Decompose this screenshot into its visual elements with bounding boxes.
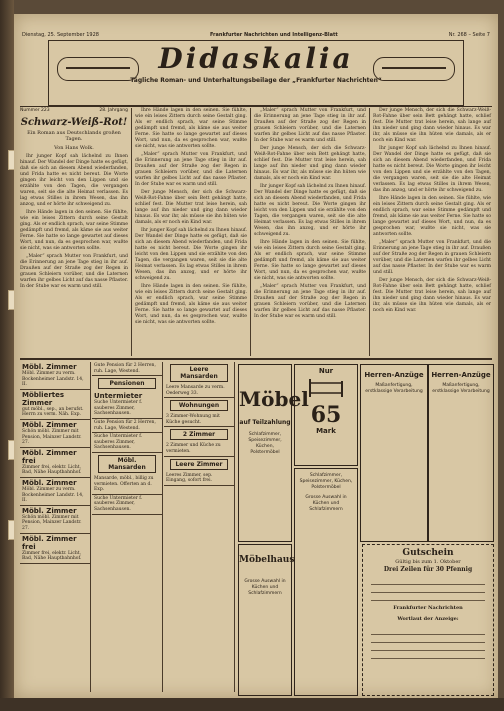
ad-price-label: Nur [318,367,334,375]
story-author: Von Hans Wolk. [54,145,94,151]
classified-ad [92,419,162,433]
story-byline: Ein Roman aus Deutschlands großen Tagen. [27,130,121,142]
header-line [22,30,490,40]
story-paragraph: Ihr junger Kopf sah lächelnd zu Ihnen hinauf. Der Wandel der Dinge hatte es gefügt, daß sie sich an diesem Abend wiederfanden, und Frida hatte es nicht bereut. Die Worte gingen ihr leicht von den Lippen und sie erzählte von den Tagen, die vergangen waren, seit sie die alte Heimat verlassen. Es lag etwas Stilles in ihrem Wesen, das ihn anzog, und er hörte ihr schweigend zu. [20,154,128,207]
classified-ad [20,478,90,506]
classified-ad [20,448,90,478]
ad-text: Suche Untermieter f. sauberes Zimmer, Sachsenhausen. [94,434,143,451]
ad-moebel-text: Schlafzimmer, Speisezimmer, Küchen, Polstermöbel [299,473,353,490]
classified-ad [92,391,162,419]
ad-price-amount: 65 [310,402,342,428]
classified-ad [164,413,234,427]
section-heading-pensionen: Pensionen [98,378,156,389]
section-heading-leere-mansarden: Leere Mansarden [170,364,228,382]
coupon-line [371,593,485,601]
ad-section-rule [20,358,492,360]
ad-heading: Möbliertes Zimmer [22,390,65,407]
ad-heading: Möbl. Zimmer frei [22,448,77,465]
classified-ad [92,475,162,495]
ad-text: Zimmer frei, elektr. Licht, Bad, Nähe Hauptbahnhof. [22,464,82,476]
coupon-offer: Drei Zeilen für 30 Pfennig [383,566,473,573]
ad-text: Gute Pension für 2 Herren, ruh. Lage, Westend. [94,363,156,374]
story-paragraph: Ihr junger Kopf sah lächelnd zu Ihnen hinauf. Der Wandel der Dinge hatte es gefügt, daß sie sich an diesem Abend wiederfanden, und Frida hatte es nicht bereut. Die Worte gingen ihr leicht von den Lippen und sie erzählte von den Tagen, die vergangen waren, seit sie die alte Heimat verlassen. Es lag etwas Stilles in ihrem Wesen, das ihn anzog, und er hörte ihr schweigend zu. [373,146,491,193]
section-heading-leere-zimmer: Leere Zimmer [170,459,228,470]
ad-moebel-title: Möbel [239,387,309,411]
ad-text: Leeres Zimmer, sep. Eingang, sofort frei. [166,472,213,484]
ad-furniture-store [294,468,358,696]
story-paragraph: Der junge Mensch, der sich die Schwarz-Weiß-Rot-Fahne über sein Bett gehängt hatte, schlief fest. Die Mutter trat leise herein, sah lange auf ihn nieder und ging dann wieder hinaus. Es war ihr, als müsse sie ihn hüten wie damals, als er noch ein Kind war. [373,108,491,143]
ad-heading: Möbl. Zimmer [22,478,77,487]
ad-moebelhaus [238,544,295,696]
column-rule [250,108,251,356]
story-paragraph: „Maler“ sprach Mutter von Frankfurt, und die Erinnerung an jene Tage stieg in ihr auf. Draußen auf der Straße zog der Regen in grauen Schleiern vorüber, und die Laternen warfen ihr gelbes Licht auf das nasse Pflaster. In der Stube war es warm und still. [20,254,128,289]
story-paragraph: Der junge Mensch, der sich die Schwarz-Weiß-Rot-Fahne über sein Bett gehängt hatte, schlief fest. Die Mutter trat leise herein, sah lange auf ihn nieder und ging dann wieder hinaus. Es war ihr, als müsse sie ihn hüten wie damals, als er noch ein Kind war. [373,278,491,313]
ad-text: Zimmer frei, elektr. Licht, Bad, Nähe Hauptbahnhof. [22,550,82,562]
coupon-lines [371,577,485,601]
story-paragraph: Ihre Hände lagen in den seinen. Sie fühlte, wie ein leises Zittern durch seine Gestalt ging. Als er endlich sprach, war seine Stimme gedämpft und fremd, als käme sie aus weiter Ferne. Sie hatte so lange gewartet auf dieses Wort, und nun, da es gesprochen war, wußte sie nicht, was sie antworten sollte. [135,108,247,149]
story-paragraph: „Maler“ sprach Mutter von Frankfurt, und die Erinnerung an jene Tage stieg in ihr auf. Draußen auf der Straße zog der Regen in grauen Schleiern vorüber, und die Laternen warfen ihr gelbes Licht auf das nasse Pflaster. In der Stube war es warm und still. [135,152,247,187]
story-headline: Schwarz-Weiß-Rot! [20,117,128,128]
ad-moebel-teilzahlung [238,364,309,542]
coupon-write-lines [371,627,485,659]
ad-moebel-text: Schlafzimmer, Speisezimmer, Küchen, Polstermöbel [248,432,282,455]
ad-heading: Möbl. Zimmer [22,420,77,429]
ad-text: Mansarde, möbl., billig zu vermieten. Offerten an d. Exp. [94,475,154,493]
story-paragraph: Der junge Mensch, der sich die Schwarz-Weiß-Rot-Fahne über sein Bett gehängt hatte, schlief fest. Die Mutter trat leise herein, sah lange auf ihn nieder und ging dann wieder hinaus. Es war ihr, als müsse sie ihn hüten wie damals, als er noch ein Kind war. [254,146,366,181]
header-date: Dienstag, 25. September 1928 [22,32,99,38]
classified-ad [20,506,90,534]
ad-text: Suche Untermieter f. sauberes Zimmer, Sachsenhausen. [94,400,143,417]
header-paper: Frankfurter Nachrichten und Intelligenz-Blatt [209,32,338,38]
ad-text: Möbl. Zimmer zu verm. Bockenheimer Landstr. 14, II. [22,371,84,388]
issue-number: Nummer 223 [20,108,50,113]
story-column-3 [254,108,366,356]
coupon-line [371,635,485,643]
classified-ad [20,362,90,390]
ad-herren-title: Herren-Anzüge [431,371,491,379]
classified-ad [20,390,90,420]
header-rule [20,106,492,107]
classified-ad [92,433,162,453]
classified-column-3 [164,362,235,692]
ad-herren-1 [360,364,428,542]
coupon-footer: Frankfurter Nachrichten [393,605,463,611]
story-column-1 [20,108,128,356]
classified-ad [92,495,162,515]
story-paragraph: Ihre Hände lagen in den seinen. Sie fühlte, wie ein leises Zittern durch seine Gestalt ging. Als er endlich sprach, war seine Stimme gedämpft und fremd, als käme sie aus weiter Ferne. Sie hatte so lange gewartet auf dieses Wort, und nun, da es gesprochen war, wußte sie nicht, was sie antworten sollte. [373,196,491,237]
issue-volume: 28. Jahrgang [99,108,128,113]
ad-heading: Möbl. Zimmer [22,506,77,515]
classified-ad [164,472,234,486]
story-paragraph: „Maler“ sprach Mutter von Frankfurt, und die Erinnerung an jene Tage stieg in ihr auf. Draußen auf der Straße zog der Regen in grauen Schleiern vorüber, und die Laternen warfen ihr gelbes Licht auf das nasse Pflaster. In der Stube war es warm und still. [254,108,366,143]
ad-price-unit: Mark [316,427,336,435]
coupon-line [371,577,485,585]
ad-text: Schön möbl. Zimmer mit Pension, Mainzer Landstr. 27. [22,428,82,446]
coupon-line [371,627,485,635]
coupon-title: Gutschein [402,548,454,558]
ad-herren-text: Maßanfertigung, erstklassige Verarbeitung [365,383,423,394]
ad-moebelhaus-text: Grosse Auswahl in Küchen und Schlafzimmern [305,495,347,512]
classified-ad [20,534,90,564]
story-paragraph: Der junge Mensch, der sich die Schwarz-Weiß-Rot-Fahne über sein Bett gehängt hatte, schlief fest. Die Mutter trat leise herein, sah lange auf ihn nieder und ging dann wieder hinaus. Es war ihr, als müsse sie ihn hüten wie damals, als er noch ein Kind war. [135,190,247,225]
ornament-left [57,57,139,81]
section-heading-mansarden: Möbl. Mansarden [98,455,156,473]
ad-text: 2 Zimmer und Küche zu vermieten. [166,443,221,454]
binding-spine [0,0,14,711]
classified-column-2 [92,362,163,692]
coupon-sign-label: Wortlaut der Anzeige: [397,616,459,622]
masthead-subtitle: Tägliche Roman- und Unterhaltungsbeilage der „Frankfurter Nachrichten“ [130,77,382,84]
ad-text: gut möbl., sep., an berufst. Herrn zu verm. Näh. Exp. [22,406,84,418]
ad-text: Möbl. Zimmer zu verm. Bockenheimer Landstr. 14, II. [22,486,84,504]
coupon-line [371,585,485,593]
ad-heading: Untermieter [94,392,143,401]
ad-herren-title: Herren-Anzüge [364,371,424,379]
column-rule [369,108,370,356]
column-rule [131,108,132,356]
coupon-line [371,643,485,651]
header-number: Nr. 268 – Seite 7 [448,32,490,38]
story-paragraph: „Maler“ sprach Mutter von Frankfurt, und die Erinnerung an jene Tage stieg in ihr auf. Draußen auf der Straße zog der Regen in grauen Schleiern vorüber, und die Laternen warfen ihr gelbes Licht auf das nasse Pflaster. In der Stube war es warm und still. [373,240,491,275]
section-heading-2-zimmer: 2 Zimmer [170,429,228,440]
classified-ad [92,362,162,376]
story-paragraph: Ihre Hände lagen in den seinen. Sie fühlte, wie ein leises Zittern durch seine Gestalt ging. Als er endlich sprach, war seine Stimme gedämpft und fremd, als käme sie aus weiter Ferne. Sie hatte so lange gewartet auf dieses Wort, und nun, da es gesprochen war, wußte sie nicht, was sie antworten sollte. [254,240,366,281]
story-paragraph: Ihr junger Kopf sah lächelnd zu Ihnen hinauf. Der Wandel der Dinge hatte es gefügt, daß sie sich an diesem Abend wiederfanden, und Frida hatte es nicht bereut. Die Worte gingen ihr leicht von den Lippen und sie erzählte von den Tagen, die vergangen waren, seit sie die alte Heimat verlassen. Es lag etwas Stilles in ihrem Wesen, das ihn anzog, und er hörte ihr schweigend zu. [135,228,247,281]
ad-price [294,364,358,466]
ad-moebel-sub: auf Teilzahlung [239,419,291,426]
ad-moebelhaus-text: Grosse Auswahl in Küchen und Schlafzimmern [244,579,286,596]
story-column-2 [135,108,247,356]
issue-meta [20,108,128,114]
classified-ad [164,384,234,398]
ad-text: Suche Untermieter f. sauberes Zimmer, Sachsenhausen. [94,495,143,512]
masthead-title: Didaskalia [158,42,354,75]
story-paragraph: „Maler“ sprach Mutter von Frankfurt, und die Erinnerung an jene Tage stieg in ihr auf. Draußen auf der Straße zog der Regen in grauen Schleiern vorüber, und die Laternen warfen ihr gelbes Licht auf das nasse Pflaster. In der Stube war es warm und still. [254,284,366,319]
story-paragraph: Ihr junger Kopf sah lächelnd zu Ihnen hinauf. Der Wandel der Dinge hatte es gefügt, daß sie sich an diesem Abend wiederfanden, und Frida hatte es nicht bereut. Die Worte gingen ihr leicht von den Lippen und sie erzählte von den Tagen, die vergangen waren, seit sie die alte Heimat verlassen. Es lag etwas Stilles in ihrem Wesen, das ihn anzog, und er hörte ihr schweigend zu. [254,184,366,237]
classified-ad [20,420,90,448]
bed-icon [306,375,346,399]
ad-moebelhaus-title: Möbelhaus [239,555,295,565]
classified-column-1 [20,362,91,692]
ad-text: Leere Mansarde zu verm. Oederweg 33. [166,385,225,396]
ad-coupon[interactable] [362,544,494,696]
ornament-right [373,57,455,81]
story-paragraph: Ihre Hände lagen in den seinen. Sie fühlte, wie ein leises Zittern durch seine Gestalt ging. Als er endlich sprach, war seine Stimme gedämpft und fremd, als käme sie aus weiter Ferne. Sie hatte so lange gewartet auf dieses Wort, und nun, da es gesprochen war, wußte sie nicht, was sie antworten sollte. [135,284,247,325]
coupon-line [371,651,485,659]
masthead [48,40,464,106]
ad-text: 3 Zimmer-Wohnung mit Küche gesucht. [166,414,220,425]
ad-heading: Möbl. Zimmer [22,363,77,371]
newspaper-page [14,14,498,698]
ad-herren-text: Maßanfertigung, erstklassige Verarbeitung [432,383,490,394]
ad-heading: Möbl. Zimmer frei [22,534,77,551]
story-paragraph: Ihre Hände lagen in den seinen. Sie fühlte, wie ein leises Zittern durch seine Gestalt ging. Als er endlich sprach, war seine Stimme gedämpft und fremd, als käme sie aus weiter Ferne. Sie hatte so lange gewartet auf dieses Wort, und nun, da es gesprochen war, wußte sie nicht, was sie antworten sollte. [20,210,128,251]
section-heading-wohnungen: Wohnungen [170,400,228,411]
story-column-4 [373,108,491,356]
ad-herren-2 [428,364,494,542]
coupon-validity: Gültig bis zum 1. Oktober [395,559,461,565]
classified-ad [164,442,234,456]
ad-text: Schön möbl. Zimmer mit Pension, Mainzer Landstr. 27. [22,514,82,531]
ad-text: Gute Pension für 2 Herren, ruh. Lage, Westend. [94,419,156,431]
page-bottom-edge [0,698,504,711]
